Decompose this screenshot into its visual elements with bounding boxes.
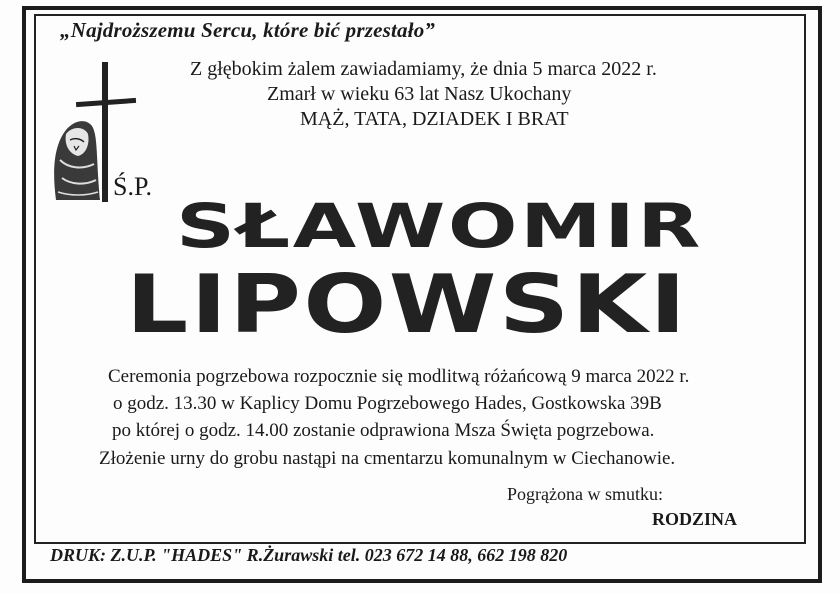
ceremony-line-2: o godz. 13.30 w Kaplicy Domu Pogrzebowego Hades, Gostkowska 39B [113, 393, 662, 414]
intro-line-3: MĄŻ, TATA, DZIADEK I BRAT [300, 108, 569, 130]
last-name: LIPOWSKI [126, 258, 689, 351]
motto: „Najdroższemu Sercu, które bić przestało” [60, 18, 436, 42]
printer-footer: DRUK: Z.U.P. "HADES" R.Żurawski tel. 023 672 14 88, 662 198 820 [50, 545, 568, 565]
intro-line-2: Zmarł w wieku 63 lat Nasz Ukochany [267, 83, 572, 105]
prefix-sp: Ś.P. [113, 172, 153, 201]
ceremony-line-3: po której o godz. 14.00 zostanie odprawiona Msza Święta pogrzebowa. [112, 420, 655, 441]
ceremony-line-4: Złożenie urny do grobu nastąpi na cmentarzu komunalnym w Ciechanowie. [99, 448, 676, 469]
family-signature: RODZINA [652, 509, 738, 529]
mourning-line: Pogrążona w smutku: [507, 484, 663, 504]
first-name: SŁAWOMIR [176, 192, 703, 263]
ceremony-line-1: Ceremonia pogrzebowa rozpocznie się modlitwą różańcową 9 marca 2022 r. [108, 366, 690, 387]
intro-line-1: Z głębokim żalem zawiadamiamy, że dnia 5 marca 2022 r. [190, 58, 657, 80]
